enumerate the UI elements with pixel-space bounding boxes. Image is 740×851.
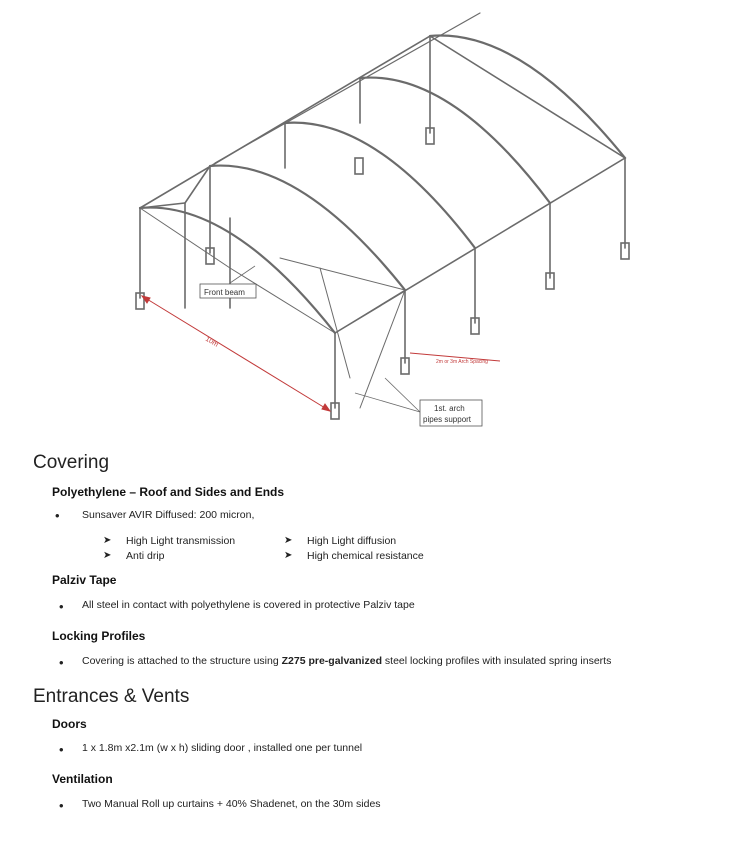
arch-spacing-label: 2m or 3m Arch Spacing (436, 359, 488, 365)
palziv-heading: Palziv Tape (52, 573, 117, 587)
ventilation-bullet: Two Manual Roll up curtains + 40% Shadenet, on the 30m sides (82, 798, 381, 810)
entrances-vents-heading: Entrances & Vents (33, 686, 190, 707)
bullet-icon: • (59, 599, 64, 614)
locking-bullet-text-end: steel locking profiles with insulated spring inserts (381, 655, 612, 667)
polyethylene-heading: Polyethylene – Roof and Sides and Ends (52, 485, 285, 499)
doors-heading: Doors (52, 717, 87, 731)
front-beam-label: Front beam (204, 288, 245, 297)
locking-bullet-bold: Z275 pre-galvanized (281, 655, 382, 667)
feature-anti-drip: Anti drip (126, 550, 165, 562)
arrow-bullet-icon: ➤ (103, 550, 112, 561)
feature-light-transmission: High Light transmission (126, 535, 236, 547)
bullet-icon: • (59, 742, 64, 757)
bullet-icon: • (59, 655, 64, 670)
ventilation-heading: Ventilation (52, 772, 113, 786)
bullet-icon: • (59, 798, 64, 813)
arch-support-label-line2: pipes support (423, 415, 472, 424)
locking-bullet-text: Covering is attached to the structure using (82, 655, 282, 667)
feature-light-diffusion: High Light diffusion (307, 535, 397, 547)
polyethylene-bullet: Sunsaver AVIR Diffused: 200 micron, (82, 509, 255, 521)
tunnel-structure-diagram (120, 8, 640, 433)
locking-profiles-heading: Locking Profiles (52, 629, 146, 643)
covering-heading: Covering (33, 452, 110, 473)
arch-support-label-line1: 1st. arch (434, 404, 465, 413)
arrow-bullet-icon: ➤ (103, 535, 112, 546)
palziv-bullet: All steel in contact with polyethylene is covered in protective Palziv tape (82, 599, 415, 611)
bullet-icon: • (55, 508, 60, 523)
locking-profiles-bullet (82, 655, 611, 667)
feature-chemical-resistance: High chemical resistance (307, 550, 424, 562)
arrow-bullet-icon: ➤ (284, 535, 293, 546)
doors-bullet: 1 x 1.8m x2.1m (w x h) sliding door , installed one per tunnel (82, 742, 363, 754)
width-dimension-label: 10m (203, 335, 220, 349)
arrow-bullet-icon: ➤ (284, 550, 293, 561)
